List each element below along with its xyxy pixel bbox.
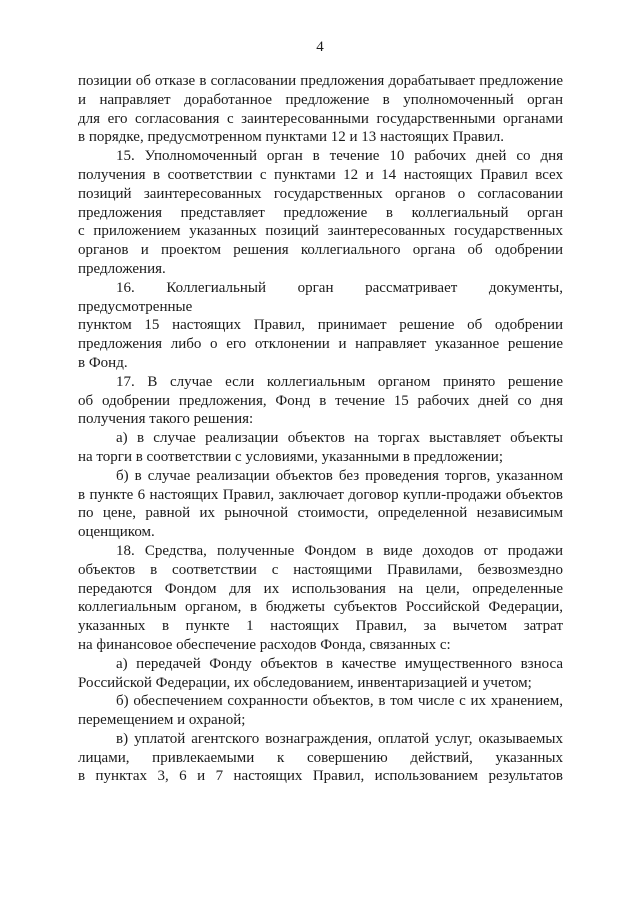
text-line: предложения либо о его отклонении и направляет указанное решение — [78, 336, 563, 353]
text-line: 16. Коллегиальный орган рассматривает документы, предусмотренные — [78, 279, 563, 315]
text-line: предложения. — [78, 260, 166, 277]
text-line: коллегиальным органом, в бюджеты субъектов Российской Федерации, — [78, 599, 563, 616]
text-line: получения в соответствии с пунктами 12 и 14 настоящих Правил всех — [78, 166, 563, 183]
text-line: 17. В случае если коллегиальным органом принято решение — [116, 373, 563, 390]
text-line: в Фонд. — [78, 354, 128, 371]
text-line: лицами, привлекаемыми к совершению действий, указанных — [78, 749, 563, 766]
text-line: органов и проектом решения коллегиального органа об одобрении — [78, 242, 563, 259]
text-line: с приложением указанных позиций заинтересованных государственных — [78, 223, 563, 240]
text-line: по цене, равной их рыночной стоимости, определенной независимым — [78, 505, 563, 522]
text-line: в пункте 6 настоящих Правил, заключает договор купли-продажи объектов — [78, 486, 563, 503]
text-line: б) обеспечением сохранности объектов, в том числе с их хранением, — [116, 693, 563, 710]
text-line: об одобрении предложения, Фонд в течение 15 рабочих дней со дня — [78, 392, 563, 409]
text-line: передаются Фондом для их использования на цели, определенные — [78, 580, 563, 597]
text-line: оценщиком. — [78, 524, 155, 541]
text-line: предложения представляет предложение в коллегиальный орган — [78, 204, 563, 221]
text-line: получения такого решения: — [78, 411, 254, 428]
text-line: на торги в соответствии с условиями, указанными в предложении; — [78, 448, 503, 465]
text-line: в порядке, предусмотренном пунктами 12 и 13 настоящих Правил. — [78, 129, 505, 146]
document-body — [78, 72, 563, 786]
text-line: для его согласования с заинтересованными государственными органами — [78, 110, 563, 127]
text-line: а) в случае реализации объектов на торгах выставляет объекты — [116, 430, 563, 447]
text-line: а) передачей Фонду объектов в качестве имущественного взноса — [116, 655, 563, 672]
text-line: позиции об отказе в согласовании предложения дорабатывает предложение — [78, 73, 563, 89]
text-line: перемещением и охраной; — [78, 712, 246, 729]
text-line: в пунктах 3, 6 и 7 настоящих Правил, использованием результатов — [78, 768, 563, 785]
text-line: 18. Средства, полученные Фондом в виде доходов от продажи — [116, 542, 563, 559]
text-line: объектов в соответствии с настоящими Правилами, безвозмездно — [78, 561, 563, 578]
text-line: Российской Федерации, их обследованием, инвентаризацией и учетом; — [78, 674, 532, 691]
text-line: позиций заинтересованных государственных органов о согласовании — [78, 185, 563, 202]
text-line: б) в случае реализации объектов без проведения торгов, указанном — [116, 467, 563, 484]
page-number: 4 — [316, 39, 324, 55]
text-line: пунктом 15 настоящих Правил, принимает решение об одобрении — [78, 317, 563, 334]
text-line: 15. Уполномоченный орган в течение 10 рабочих дней со дня — [116, 148, 563, 165]
text-line: на финансовое обеспечение расходов Фонда, связанных с: — [78, 636, 451, 653]
text-line: и направляет доработанное предложение в уполномоченный орган — [78, 91, 563, 108]
text-line: указанных в пункте 1 настоящих Правил, за вычетом затрат — [78, 618, 563, 635]
text-line: в) уплатой агентского вознаграждения, оплатой услуг, оказываемых — [116, 730, 563, 747]
